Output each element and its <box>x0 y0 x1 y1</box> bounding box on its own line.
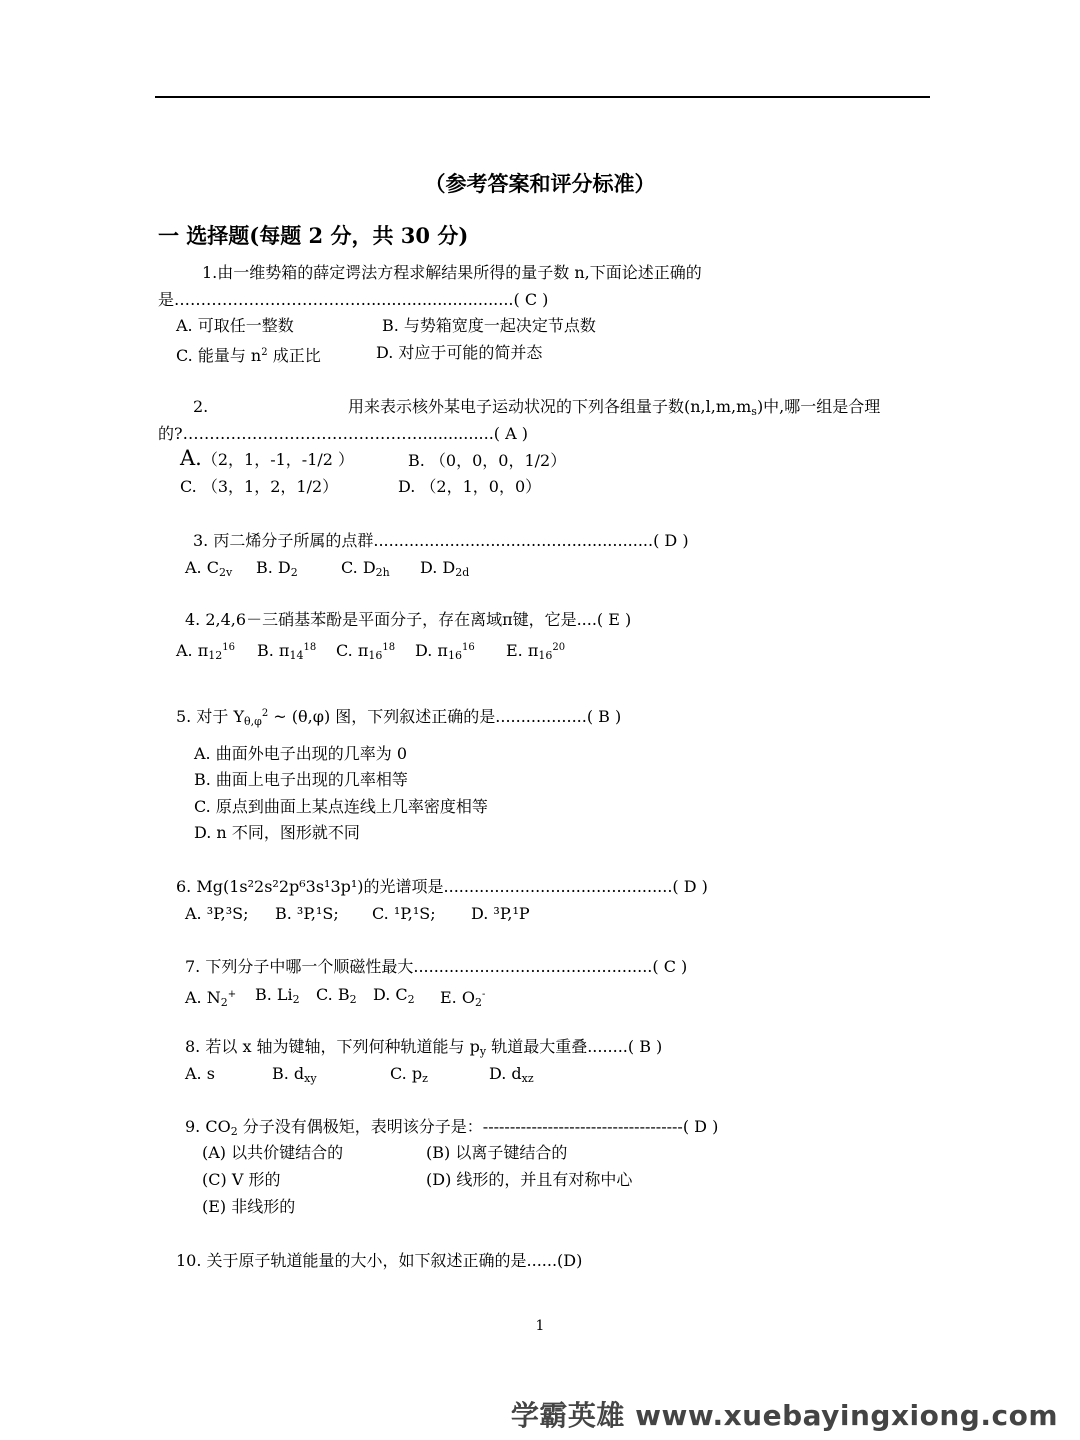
q5-option-c: C. 原点到曲面上某点连线上几率密度相等 <box>194 797 488 816</box>
header-rule <box>155 96 930 98</box>
q8-option-c: C. $p_z$ <box>390 1064 428 1085</box>
q9-stem: 9. $CO_2$ 分子没有偶极矩，表明该分子是：-------------------------------------( D ) <box>185 1117 719 1138</box>
section-heading: 一 选择题(每题 2 分，共 30 分) <box>158 223 469 248</box>
q4-option-d: D. $\pi_{16}^{16}$ <box>415 641 475 662</box>
q1-option-b: B. 与势箱宽度一起决定节点数 <box>382 316 596 335</box>
q6-option-a: A. ³P,³S; <box>185 904 249 923</box>
q9-option-d: (D) 线形的，并且有对称中心 <box>426 1170 633 1189</box>
q5-option-b: B. 曲面上电子出现的几率相等 <box>194 770 408 789</box>
q1-option-c: C. 能量与 $n^2$ 成正比 <box>176 346 321 365</box>
q1-option-a: A. 可取任一整数 <box>176 316 294 335</box>
q1-tail: 是……………………………….............................( C ) <box>158 290 549 309</box>
q2-number: 2. <box>193 397 209 416</box>
q6-stem: 6. Mg(1s²2s²2p⁶3s¹3p¹)的光谱项是.............................................( D ) <box>176 877 708 896</box>
q2-stem: 用来表示核外某电子运动状况的下列各组量子数$(n,l,m,m_s)$中,哪一组是合理 <box>348 397 881 418</box>
q4-option-b: B. $\pi_{14}^{18}$ <box>257 641 317 662</box>
q7-stem: 7. 下列分子中哪一个顺磁性最大...............................................( C ) <box>185 957 688 976</box>
q7-option-d: D. $C_2$ <box>373 985 415 1006</box>
q3-option-a: A. $C_{2v}$ <box>185 558 233 579</box>
q9-option-b: (B) 以离子键结合的 <box>426 1143 568 1162</box>
watermark: 学霸英雄 www.xuebayingxiong.com <box>510 1399 1058 1432</box>
page-number: 1 <box>535 1318 545 1334</box>
q4-option-e: E. $\pi_{16}^{20}$ <box>506 641 566 662</box>
q8-option-d: D. $d_{xz}$ <box>489 1064 534 1085</box>
q2-option-a: A.（2，1，-1，-1/2 ） <box>180 446 355 470</box>
q6-option-c: C. ¹P,¹S; <box>372 904 436 923</box>
q4-option-a: A. $\pi_{12}^{16}$ <box>176 641 235 662</box>
q1-stem: 1.由一维势箱的薛定谔法方程求解结果所得的量子数 n,下面论述正确的 <box>202 263 702 282</box>
q9-option-a: (A) 以共价键结合的 <box>202 1143 344 1162</box>
q3-stem: 3. 丙二烯分子所属的点群.......................................................( D ) <box>193 531 689 550</box>
q10-stem: 10. 关于原子轨道能量的大小，如下叙述正确的是......(D) <box>176 1251 583 1270</box>
q1-option-d: D. 对应于可能的简并态 <box>376 343 543 362</box>
q5-option-a: A. 曲面外电子出现的几率为 0 <box>194 744 407 763</box>
q7-option-e: E. $O_2^-$ <box>440 988 486 1009</box>
q3-option-c: C. $D_{2h}$ <box>341 558 390 579</box>
q6-option-d: D. ³P,¹P <box>471 904 530 923</box>
q2-tail: 的?………………………………………..............( A ) <box>158 424 528 443</box>
q4-option-c: C. $\pi_{16}^{18}$ <box>336 641 396 662</box>
q9-option-c: (C) V 形的 <box>202 1170 281 1189</box>
q2-option-b: B. （0，0，0，1/2） <box>408 451 567 470</box>
q3-option-d: D. $D_{2d}$ <box>420 558 470 579</box>
q7-option-a: A. $N_2^+$ <box>185 988 237 1009</box>
q2-option-d: D. （2，1，0，0） <box>398 477 542 496</box>
q7-option-b: B. $Li_2$ <box>255 985 300 1006</box>
q4-stem: 4. 2,4,6－三硝基苯酚是平面分子，存在离域π键，它是....( E ) <box>185 610 632 629</box>
q9-option-e: (E) 非线形的 <box>202 1197 296 1216</box>
q8-stem: 8. 若以 x 轴为键轴，下列何种轨道能与 $p_y$ 轨道最大重叠........( B ) <box>185 1037 663 1058</box>
q7-option-c: C. $B_2$ <box>316 985 357 1006</box>
page-title: （参考答案和评分标准） <box>424 171 656 196</box>
q6-option-b: B. ³P,¹S; <box>275 904 339 923</box>
q8-option-b: B. $d_{xy}$ <box>272 1064 317 1085</box>
q5-option-d: D. n 不同，图形就不同 <box>194 823 360 842</box>
q3-option-b: B. $D_2$ <box>256 558 298 579</box>
q2-option-c: C. （3，1，2，1/2） <box>180 477 339 496</box>
q8-option-a: A. s <box>185 1064 215 1083</box>
q5-stem: 5. 对于 $Y_{\theta,\varphi}^2$ ~ (θ,φ) 图，下列叙述正确的是..................( B ) <box>176 707 622 728</box>
